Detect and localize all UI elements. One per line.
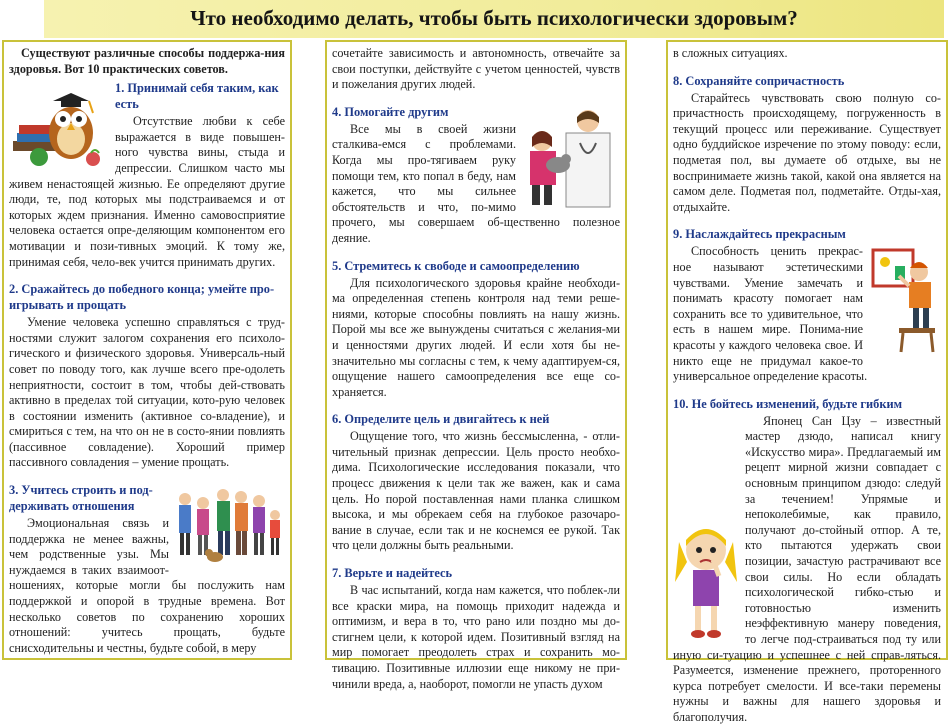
section-6-text: Ощущение того, что жизнь бессмысленна, - отли-чительный признак депрессии. Цель просто необхо-дима. Психологические исследования показали, что процесс движения к цели так же важен, как и сама цель. Но порой поставленная нами планка слишком высока, и мы обрекаем себя на глубокое разочаро-вание в случае, если так и не коснемся ее рукой. Так что цели должны быть реальными. bbox=[332, 429, 620, 553]
girl-icon bbox=[673, 522, 739, 640]
section-7-text: В час испытаний, когда нам кажется, что поблек-ли все краски мира, на помощь приходит надежда и оптимизм, и вера в то, что рано или поздно мы до-стигнем цели, к которой идем. Позитивный взгляд на мир помогает преодолеть страх и сохранить мо-тивацию. Позитивные иллюзии еще никому не при-чинили вреда, а, наоборот, помогли не упасть духом bbox=[332, 583, 620, 691]
family-illustration bbox=[175, 485, 285, 565]
section-8-text: Старайтесь чувствовать свою полную со-причастность происходящему, погруженность в текущий процесс или переживание. Существует одно буддийское изречение по этому поводу: если, подметая пол, вы думаете об отдыхе, вы не воспринимаете жизнь такой, какой она является на самом деле. Подметая пол, подметайте. Отды-хая, отдыхайте. bbox=[673, 90, 941, 214]
section-5-text: Для психологического здоровья крайне необходи-ма определенная степень контроля над теми реше-ниями, которые способны повлиять на нашу жизнь. Порой мы все же вынуждены считаться с желания-ми и ценностями других людей. И если хотя бы не-значительно мы согласны с тем, к чему адаптируем-ся, ощущение нашего самоопределения все еще со-храняется. bbox=[332, 275, 620, 399]
section-4-text: Все мы в своей жизни сталкива-емся с проблемами. Когда мы про-тягиваем руку помощи тем, кто попал в беду, нам кажется, что мы сильнее обстоятельств и что, по-мимо прочего, мы совершаем об-щественно полезное деяние. bbox=[332, 121, 620, 245]
family-icon bbox=[175, 485, 285, 565]
doctor-icon bbox=[522, 103, 620, 207]
owl-icon bbox=[9, 83, 109, 169]
section-1-text: Отсутствие любви к себе выражается в виде повышен-ного чувства вины, стыда и депрессии. Слишком часто мы живем ненастоящей жизнью. Ее определяют другие люди, те, под которых мы подстраиваемся и от которых ждем признания. Именно самовосприятие человека остается опре-деляющим компонентом его мотивации и пози-тивных эмоций. К тому же, принимая себя, чело-век учится принимать других. bbox=[9, 114, 285, 269]
section-9-text: Способность ценить прекрас-ное называют эстетическими чувствами. Умение замечать и понимать красоту помогает нам сохранить все то удивительное, что есть в нашем мире. Понима-ние красоты у каждого человека свое. И никто еще не придумал какое-то универсальное определение красоты. bbox=[673, 244, 868, 384]
page-title: Что необходимо делать, чтобы быть психологически здоровым? bbox=[190, 6, 798, 30]
section-7-continued: в сложных ситуациях. bbox=[673, 46, 788, 60]
section-1-heading: 1. Принимай себя таким, как есть bbox=[115, 81, 279, 112]
section-2-heading: 2. Сражайтесь до победного конца; умейте про-игрывать и прощать bbox=[9, 282, 275, 313]
section-6-heading: 6. Определите цель и двигайтесь к ней bbox=[332, 412, 550, 427]
doctor-child-illustration bbox=[522, 103, 620, 207]
painter-icon bbox=[869, 246, 941, 354]
intro-text: Существуют различные способы поддержа-ния здоровья. Вот 10 практических советов. bbox=[9, 46, 285, 76]
thinking-girl-illustration bbox=[673, 522, 739, 640]
column-left bbox=[2, 40, 292, 660]
section-10-heading: 10. Не бойтесь изменений, будьте гибким bbox=[673, 396, 903, 411]
section-8-heading: 8. Сохраняйте сопричастность bbox=[673, 73, 845, 88]
section-3-heading: 3. Учитесь строить и под-держивать отношения bbox=[9, 483, 153, 514]
section-3-continued: сочетайте зависимость и автономность, отвечайте за свои поступки, действуйте с учетом ценностей, чувств и пожелания других людей. bbox=[332, 46, 620, 92]
section-4-heading: 4. Помогайте другим bbox=[332, 104, 449, 119]
owl-teacher-illustration bbox=[9, 83, 109, 169]
section-2-text: Умение человека успешно справляться с труд-ностями служит залогом сохранения его психоло-гического и физического здоровья. Универсаль-ный совет по поводу того, как лучше всего пре-одолеть неприятности, состоит в том, чтобы дей-ствовать активно в пределах той ситуации, кото-рую человек в состоянии изменить (активное со-владение), и смириться с тем, на что он не в состо-янии повлиять (пассивное совладение). Хороший пример пассивного совладения – умение прощать. bbox=[9, 315, 285, 470]
section-10-text: Японец Сан Цзу – известный мастер дзюдо, написал книгу «Искусство мира». Предлагаемый им рецепт мирной жизни совпадает с основным принципом дзюдо: следуй за течением! Упрямые и непоколебимые, как правило, получают до-стойный отпор. А те, кто пытаются удержать свои позиции, зачастую растрачивают все свои силы. Но если обладать психологической гибко-стью и готовностью изменить неэффективную манеру поведения, то легче под-страиваться под ту или иную си-туацию и успешнее с ней справ-ляться. Разумеется, изменение прежнего, протоpенного курса потребует смелости. И все-таки перемены нужны и важны для нашего здоровья и благополучия. bbox=[673, 413, 941, 724]
title-banner bbox=[44, 0, 944, 38]
section-7-heading: 7. Верьте и надейтесь bbox=[332, 566, 453, 581]
column-middle bbox=[325, 40, 627, 691]
painter-child-illustration bbox=[869, 246, 941, 354]
column-right bbox=[666, 40, 948, 724]
section-5-heading: 5. Стремитесь к свободе и самоопределению bbox=[332, 258, 580, 273]
section-3-text: Эмоциональная связь и поддержка не менее важны, чем родственные узы. Мы нуждаемся в таких взаимоот-ношениях, которые могли бы послужить нам поддержкой и опорой в трудные времена. Вот несколько советов по сохранению хороших отношений: учитесь прощать, будьте снисходительны и честны, будьте собой, в меру bbox=[9, 516, 285, 655]
section-9-heading: 9. Наслаждайтесь прекрасным bbox=[673, 227, 846, 242]
